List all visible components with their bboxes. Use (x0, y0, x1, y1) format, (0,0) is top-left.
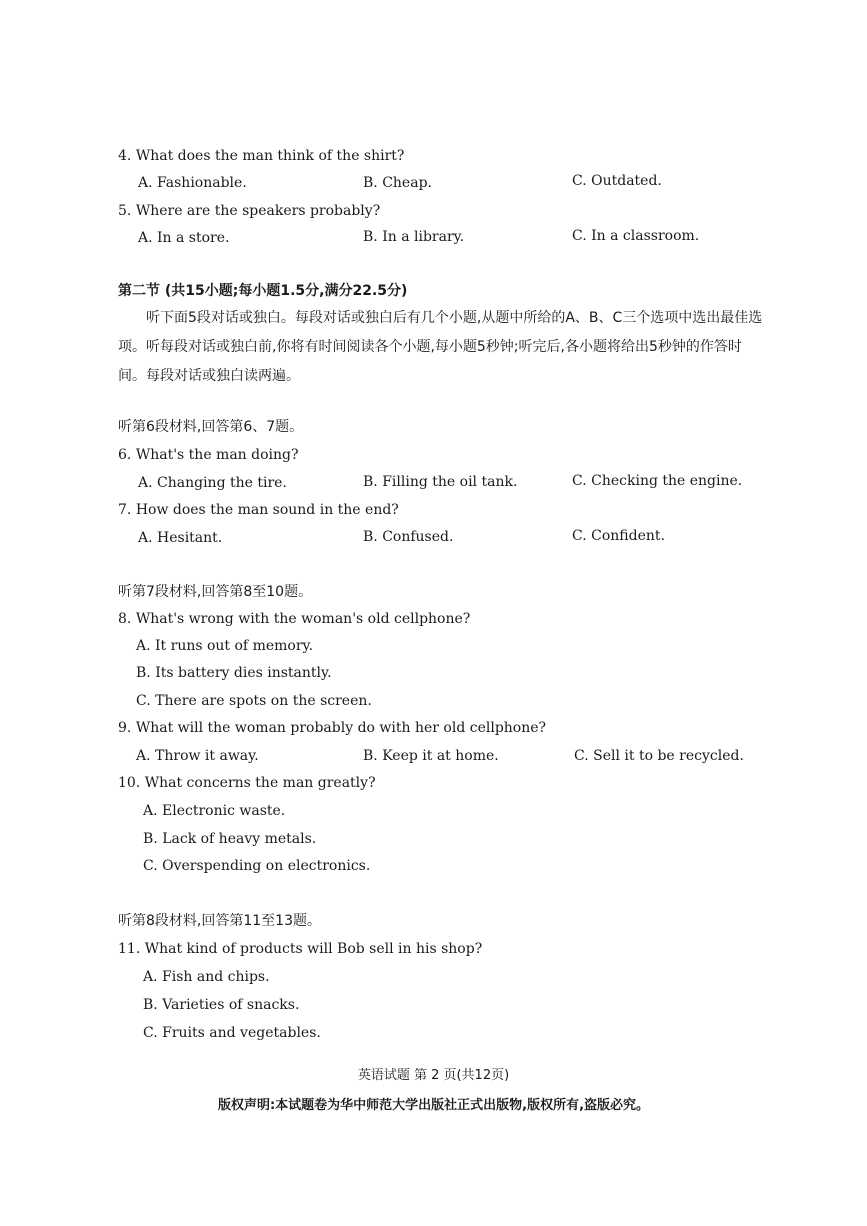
question-text: What's the man doing? (135, 447, 299, 463)
group-header-6: 听第6段材料,回答第6、7题。 (118, 419, 304, 435)
question-10 (118, 773, 376, 793)
option-11b: B. Varieties of snacks. (143, 997, 300, 1013)
page-number-label: 英语试题 第 2 页(共12页) (357, 1068, 510, 1083)
copyright-notice: 版权声明:本试题卷为华中师范大学出版社正式出版物,版权所有,盗版必究。 (217, 1098, 650, 1113)
question-8 (118, 609, 470, 629)
option-11a: A. Fish and chips. (143, 969, 270, 985)
option-5a: A. In a store. (138, 230, 230, 246)
question-text: How does the man sound in the end? (135, 502, 399, 518)
option-4c: C. Outdated. (572, 173, 662, 189)
option-9c: C. Sell it to be recycled. (574, 748, 744, 764)
question-number: 10. (118, 775, 141, 791)
option-9a: A. Throw it away. (136, 748, 259, 764)
question-9 (118, 718, 546, 738)
group-header-7: 听第7段材料,回答第8至10题。 (118, 584, 313, 600)
question-text: What kind of products will Bob sell in his shop? (144, 941, 483, 957)
question-6 (118, 445, 299, 465)
option-7b: B. Confused. (363, 529, 454, 545)
option-7a: A. Hesitant. (138, 530, 223, 546)
question-number: 6. (118, 447, 132, 463)
option-8c: C. There are spots on the screen. (136, 693, 372, 709)
question-number: 8. (118, 611, 132, 627)
question-text: Where are the speakers probably? (135, 203, 381, 219)
option-7c: C. Confident. (572, 528, 665, 544)
option-6b: B. Filling the oil tank. (363, 474, 518, 490)
group-header-8: 听第8段材料,回答第11至13题。 (118, 913, 321, 929)
option-4b: B. Cheap. (363, 175, 432, 191)
option-6a: A. Changing the tire. (138, 475, 287, 491)
question-number: 5. (118, 203, 132, 219)
question-text: What's wrong with the woman's old cellphone? (135, 611, 471, 627)
option-10b: B. Lack of heavy metals. (143, 831, 317, 847)
question-number: 4. (118, 148, 132, 164)
option-5b: B. In a library. (363, 229, 465, 245)
question-number: 11. (118, 941, 141, 957)
question-text: What will the woman probably do with her old cellphone? (135, 720, 547, 736)
question-number: 7. (118, 502, 132, 518)
question-text: What does the man think of the shirt? (135, 148, 405, 164)
question-4 (118, 146, 404, 166)
section-instructions: 听下面5段对话或独白。每段对话或独白后有几个小题,从题中所给的A、B、C三个选项中选出最佳选项。听每段对话或独白前,你将有时间阅读各个小题,每小题5秒钟;听完后,各小题将给出5秒钟的作答时间。每段对话或独白读两遍。 (118, 310, 763, 384)
option-8b: B. Its battery dies instantly. (136, 665, 332, 681)
option-10c: C. Overspending on electronics. (143, 858, 371, 874)
question-number: 9. (118, 720, 132, 736)
option-11c: C. Fruits and vegetables. (143, 1025, 321, 1041)
question-5 (118, 201, 380, 221)
option-5c: C. In a classroom. (572, 228, 700, 244)
question-11 (118, 939, 482, 959)
option-8a: A. It runs out of memory. (136, 638, 314, 654)
question-text: What concerns the man greatly? (144, 775, 376, 791)
option-10a: A. Electronic waste. (143, 803, 286, 819)
option-6c: C. Checking the engine. (572, 473, 743, 489)
question-7 (118, 500, 399, 520)
section-heading: 第二节 (共15小题;每小题1.5分,满分22.5分) (118, 283, 408, 299)
option-9b: B. Keep it at home. (363, 748, 499, 764)
option-4a: A. Fashionable. (138, 175, 247, 191)
